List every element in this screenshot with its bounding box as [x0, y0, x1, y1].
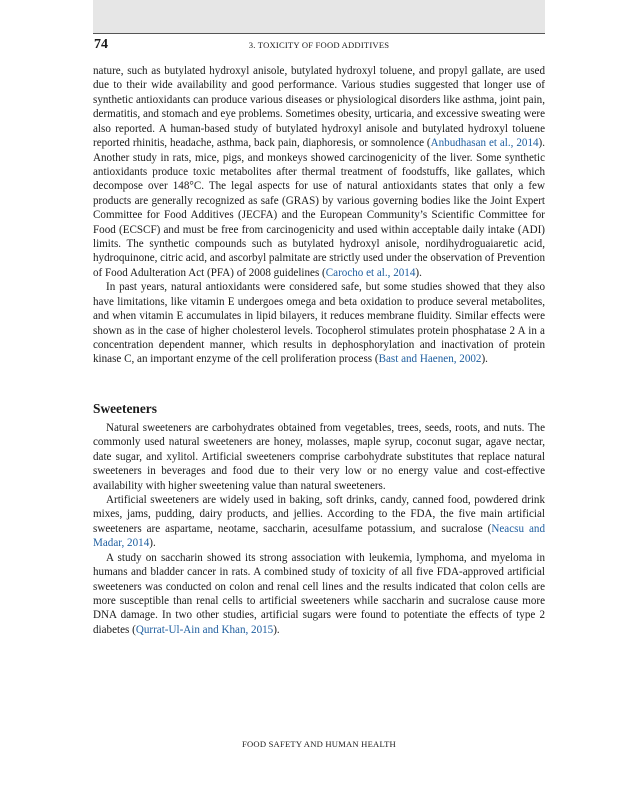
- paragraph-text: Artificial sweeteners are widely used in baking, soft drinks, candy, canned food, powdered drink mixes, jams, pudding, dairy products, and jellies. According to the FDA, the five main artificial sweeteners are aspartame, neotame, saccharin, acesulfame potassium, and sucralose (: [93, 493, 545, 535]
- paragraph-text: Natural sweeteners are carbohydrates obtained from vegetables, trees, seeds, roots, and nuts. The commonly used natural sweeteners are honey, molasses, maple syrup, coconut sugar, agave nectar, date sugar, and xylitol. Artificial sweeteners comprise carbohydrate substitutes that replace natural sweeteners in beverages and food due to their very low or no energy value and cost-effective availability with higher sweetening value than natural sweeteners.: [93, 421, 545, 492]
- paragraph-text: nature, such as butylated hydroxyl anisole, butylated hydroxyl toluene, and propyl gallate, are used due to their wide availability and good performance. Various studies suggested that longer use of synthetic antioxidants can produce various diseases or physiological disorders like asthma, joint pain, dermatitis, and stomach and eye problems. Sometimes obesity, urticaria, and excessive sweating were also reported. A human-based study of butylated hydroxyl anisole and butylated hydroxyl toluene reported rhinitis, headache, asthma, back pain, diaphoresis, or somnolence (: [93, 65, 545, 150]
- header-rule: [93, 33, 545, 34]
- section-heading: Sweeteners: [93, 400, 157, 416]
- running-head: 3. TOXICITY OF FOOD ADDITIVES: [248, 40, 390, 50]
- page-body: [93, 64, 545, 637]
- running-footer: FOOD SAFETY AND HUMAN HEALTH: [242, 739, 396, 749]
- section-spacer: [93, 367, 545, 400]
- header-band: [93, 0, 545, 33]
- page-number: 74: [94, 37, 108, 52]
- paragraph-text: ).: [415, 266, 422, 279]
- paragraph-text: ).: [481, 353, 488, 366]
- paragraph-saccharin-study: [93, 551, 545, 638]
- paragraph-artificial-sweeteners: [93, 493, 545, 551]
- paragraph-text: A study on saccharin showed its strong association with leukemia, lymphoma, and myeloma in humans and bladder cancer in rats. A combined study of toxicity of all five FDA-approved artificial sweeteners was conducted on colon and renal cell lines and the results indicated that colon cells are more susceptible than renal cells to artificial sweeteners while saccharin and sucralose cause more DNA damage. In two other studies, artificial sugars were found to potentiate the effects of type 2 diabetes (: [93, 551, 545, 636]
- citation-link[interactable]: Anbudhasan et al., 2014: [430, 137, 539, 150]
- citation-link[interactable]: Neacsu and Madar, 2014: [93, 522, 545, 550]
- paragraph-text: In past years, natural antioxidants were considered safe, but some studies showed that they also have limitations, like vitamin E undergoes omega and beta oxidation to produce several metabolites, and when vitamin E accumulates in lipid bilayers, it reduces membrane fluidity. Similar effects were shown as in the case of higher cholesterol levels. Tocopherol stimulates protein phosphatase 2 A in a concentration dependent manner, which results in dephosphorylation and inactivation of protein kinase C, an important enzyme of the cell proliferation process (: [93, 281, 545, 366]
- paragraph-antioxidants-continued: [93, 64, 545, 280]
- citation-link[interactable]: Bast and Haenen, 2002: [378, 353, 482, 366]
- paragraph-text: ).: [149, 537, 156, 550]
- paragraph-natural-sweeteners: [93, 421, 545, 493]
- paragraph-natural-antioxidants: [93, 280, 545, 367]
- paragraph-text: ).: [273, 623, 280, 636]
- paragraph-text: ). Another study in rats, mice, pigs, and monkeys showed carcinogenicity of the liver. Some synthetic antioxidants produce toxic metabolites after thermal treatment of foodstuffs, like gallates, which decompose over 148°C. The legal aspects for use of natural antioxidants states that only a few products are generally recognized as safe (GRAS) by various governing bodies like the Joint Expert Committee for Food Additives (JECFA) and the European Community’s Scientific Committee for Food (ECSCF) and must be free from carcinogenicity and used within acceptable daily intake (ADI) limits. The synthetic compounds such as butylated hydroxyl anisole, nordihydroguaiaretic acid, hydroquinone, citric acid, and ascorbyl palmitate are strictly used under the observation of Prevention of Food Adulteration Act (PFA) of 2008 guidelines (: [93, 137, 546, 279]
- citation-link[interactable]: Qurrat-Ul-Ain and Khan, 2015: [135, 623, 274, 636]
- citation-link[interactable]: Carocho et al., 2014: [325, 266, 416, 279]
